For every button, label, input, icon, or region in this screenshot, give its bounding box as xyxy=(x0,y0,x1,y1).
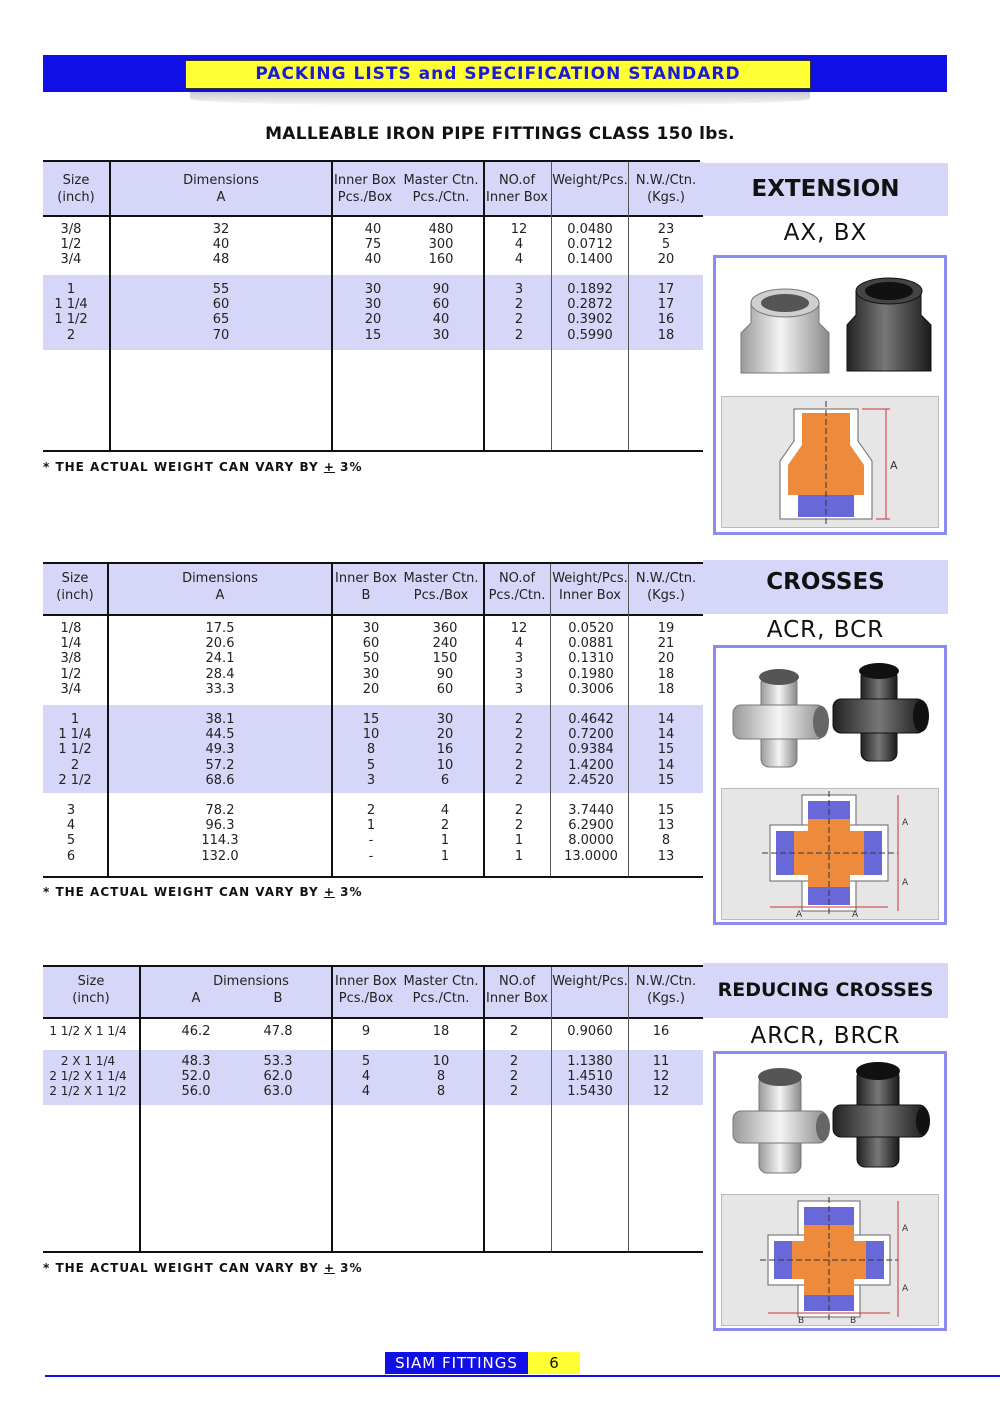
crosses-figure xyxy=(713,645,947,925)
dim-label-a: A xyxy=(796,910,803,919)
col-size: 2 X 1 1/4 2 1/2 X 1 1/4 2 1/2 X 1 1/2 xyxy=(49,1054,127,1099)
dim-label-b: B xyxy=(850,1316,857,1325)
col-nw: 16 xyxy=(652,1024,670,1039)
extension-table xyxy=(43,160,703,452)
dim-label-a: A xyxy=(902,1284,909,1294)
footer-brand: SIAM FITTINGS xyxy=(385,1352,528,1374)
col-inner-box: 2 1 - - xyxy=(366,803,376,864)
col-dim-b: 53.3 62.0 63.0 xyxy=(263,1054,293,1100)
header-no-of: NO.of Inner Box xyxy=(486,173,548,205)
reducing-crosses-table xyxy=(43,965,703,1255)
header-size: Size (inch) xyxy=(56,571,94,603)
col-weight: 0.1892 0.2872 0.3902 0.5990 xyxy=(567,282,613,343)
weight-note: * THE ACTUAL WEIGHT CAN VARY BY + 3% xyxy=(43,460,363,474)
page-subtitle: MALLEABLE IRON PIPE FITTINGS CLASS 150 lbs. xyxy=(265,124,735,144)
crosses-photo xyxy=(721,653,939,773)
col-dim-a: 55 60 65 70 xyxy=(212,282,230,343)
col-dim-a: 17.5 20.6 24.1 28.4 33.3 xyxy=(205,621,235,697)
crosses-drawing xyxy=(721,788,939,920)
header-weight: Weight/Pcs. xyxy=(552,173,628,188)
crosses-codes: ACR, BCR xyxy=(766,617,885,643)
extension-photo xyxy=(721,263,939,383)
col-inner-box: 30 60 50 30 20 xyxy=(362,621,380,697)
col-weight: 3.7440 6.2900 8.0000 13.0000 xyxy=(564,803,618,864)
header-inner-box: Inner Box Pcs./Box xyxy=(335,974,397,1006)
header-master-ctn: Master Ctn. Pcs./Box xyxy=(403,571,479,603)
reducing-crosses-photo xyxy=(721,1059,939,1179)
col-weight: 0.0520 0.0881 0.1310 0.1980 0.3006 xyxy=(568,621,614,697)
page-number: 6 xyxy=(528,1352,580,1374)
col-dim-a: 46.2 xyxy=(181,1024,211,1039)
col-no-of: 2 2 2 xyxy=(509,1054,519,1100)
col-master-ctn: 10 8 8 xyxy=(432,1054,450,1100)
header-size: Size (inch) xyxy=(72,974,110,1006)
dim-label-a: A xyxy=(902,818,909,828)
header-inner-box: Inner Box Pcs./Box xyxy=(334,173,396,205)
col-master-ctn: 90 60 40 30 xyxy=(432,282,450,343)
col-nw: 23 5 20 xyxy=(657,222,675,268)
weight-note: * THE ACTUAL WEIGHT CAN VARY BY + 3% xyxy=(43,885,363,899)
reducing-crosses-codes: ARCR, BRCR xyxy=(750,1023,901,1049)
dim-label-a: A xyxy=(852,910,859,919)
header-inner-box: Inner Box B xyxy=(335,571,397,603)
col-master-ctn: 360 240 150 90 60 xyxy=(432,621,458,697)
header-master-ctn: Master Ctn. Pcs./Ctn. xyxy=(403,173,479,205)
extension-title: EXTENSION xyxy=(703,163,948,216)
footer-line xyxy=(45,1375,1000,1377)
crosses-table xyxy=(43,562,703,880)
extension-figure xyxy=(713,255,947,535)
col-no-of: 2 xyxy=(509,1024,519,1039)
header-dimensions: Dimensions A xyxy=(183,173,259,205)
header-dimensions: Dimensions xyxy=(213,974,289,989)
col-master-ctn: 4 2 1 1 xyxy=(440,803,450,864)
dim-label-a: A xyxy=(890,459,898,472)
header-no-of: NO.of Inner Box xyxy=(486,974,548,1006)
col-size: 3/8 1/2 3/4 xyxy=(60,222,82,268)
header-dimensions: Dimensions A xyxy=(182,571,258,603)
header-shadow xyxy=(190,92,810,106)
col-inner-box: 5 4 4 xyxy=(361,1054,371,1100)
header-weight: Weight/Pcs. Inner Box xyxy=(552,571,628,603)
col-dim-a: 48.3 52.0 56.0 xyxy=(181,1054,211,1100)
reducing-crosses-figure xyxy=(713,1051,947,1331)
weight-note: * THE ACTUAL WEIGHT CAN VARY BY + 3% xyxy=(43,1261,363,1275)
extension-drawing xyxy=(721,396,939,528)
header-nw: N.W./Ctn. (Kgs.) xyxy=(635,974,697,1006)
col-inner-box: 40 75 40 xyxy=(364,222,382,268)
col-nw: 14 14 15 14 15 xyxy=(657,712,675,788)
col-weight: 0.9060 xyxy=(567,1024,613,1039)
col-nw: 19 21 20 18 18 xyxy=(657,621,675,697)
col-no-of: 2 2 2 2 2 xyxy=(514,712,524,788)
col-master-ctn: 18 xyxy=(432,1024,450,1039)
col-nw: 11 12 12 xyxy=(652,1054,670,1100)
col-no-of: 3 2 2 2 xyxy=(514,282,524,343)
col-weight: 0.4642 0.7200 0.9384 1.4200 2.4520 xyxy=(568,712,614,788)
col-size: 1/8 1/4 3/8 1/2 3/4 xyxy=(60,621,82,697)
header-weight: Weight/Pcs. xyxy=(552,974,628,989)
col-weight: 1.1380 1.4510 1.5430 xyxy=(567,1054,613,1100)
col-weight: 0.0480 0.0712 0.1400 xyxy=(567,222,613,268)
col-nw: 17 17 16 18 xyxy=(657,282,675,343)
header-nw: N.W./Ctn. (Kgs.) xyxy=(635,173,697,205)
reducing-crosses-drawing xyxy=(721,1194,939,1326)
col-no-of: 2 2 1 1 xyxy=(514,803,524,864)
col-no-of: 12 4 3 3 3 xyxy=(510,621,528,697)
header-size: Size (inch) xyxy=(57,173,95,205)
dim-label-b: B xyxy=(798,1316,805,1325)
header-dim-b: B xyxy=(273,991,283,1006)
col-size: 1 1/2 X 1 1/4 xyxy=(49,1024,127,1038)
header-no-of: NO.of Pcs./Ctn. xyxy=(488,571,546,603)
header-nw: N.W./Ctn. (Kgs.) xyxy=(635,571,697,603)
col-no-of: 12 4 4 xyxy=(510,222,528,268)
col-nw: 15 13 8 13 xyxy=(657,803,675,864)
col-inner-box: 30 30 20 15 xyxy=(364,282,382,343)
header-master-ctn: Master Ctn. Pcs./Ctn. xyxy=(403,974,479,1006)
crosses-title: CROSSES xyxy=(703,560,948,614)
col-dim-a: 38.1 44.5 49.3 57.2 68.6 xyxy=(205,712,235,788)
col-dim-b: 47.8 xyxy=(263,1024,293,1039)
dim-label-a: A xyxy=(902,878,909,888)
col-dim-a: 32 40 48 xyxy=(212,222,230,268)
dim-label-a: A xyxy=(902,1224,909,1234)
col-size: 1 1 1/4 1 1/2 2 xyxy=(54,282,88,343)
extension-codes: AX, BX xyxy=(783,220,868,246)
col-inner-box: 9 xyxy=(361,1024,371,1039)
col-dim-a: 78.2 96.3 114.3 132.0 xyxy=(201,803,239,864)
col-master-ctn: 30 20 16 10 6 xyxy=(436,712,454,788)
col-size: 3 4 5 6 xyxy=(66,803,76,864)
col-size: 1 1 1/4 1 1/2 2 2 1/2 xyxy=(58,712,92,788)
col-inner-box: 15 10 8 5 3 xyxy=(362,712,380,788)
page-title: PACKING LISTS and SPECIFICATION STANDARD xyxy=(185,60,811,89)
col-master-ctn: 480 300 160 xyxy=(428,222,454,268)
header-dim-a: A xyxy=(191,991,201,1006)
reducing-crosses-title: REDUCING CROSSES xyxy=(703,963,948,1018)
